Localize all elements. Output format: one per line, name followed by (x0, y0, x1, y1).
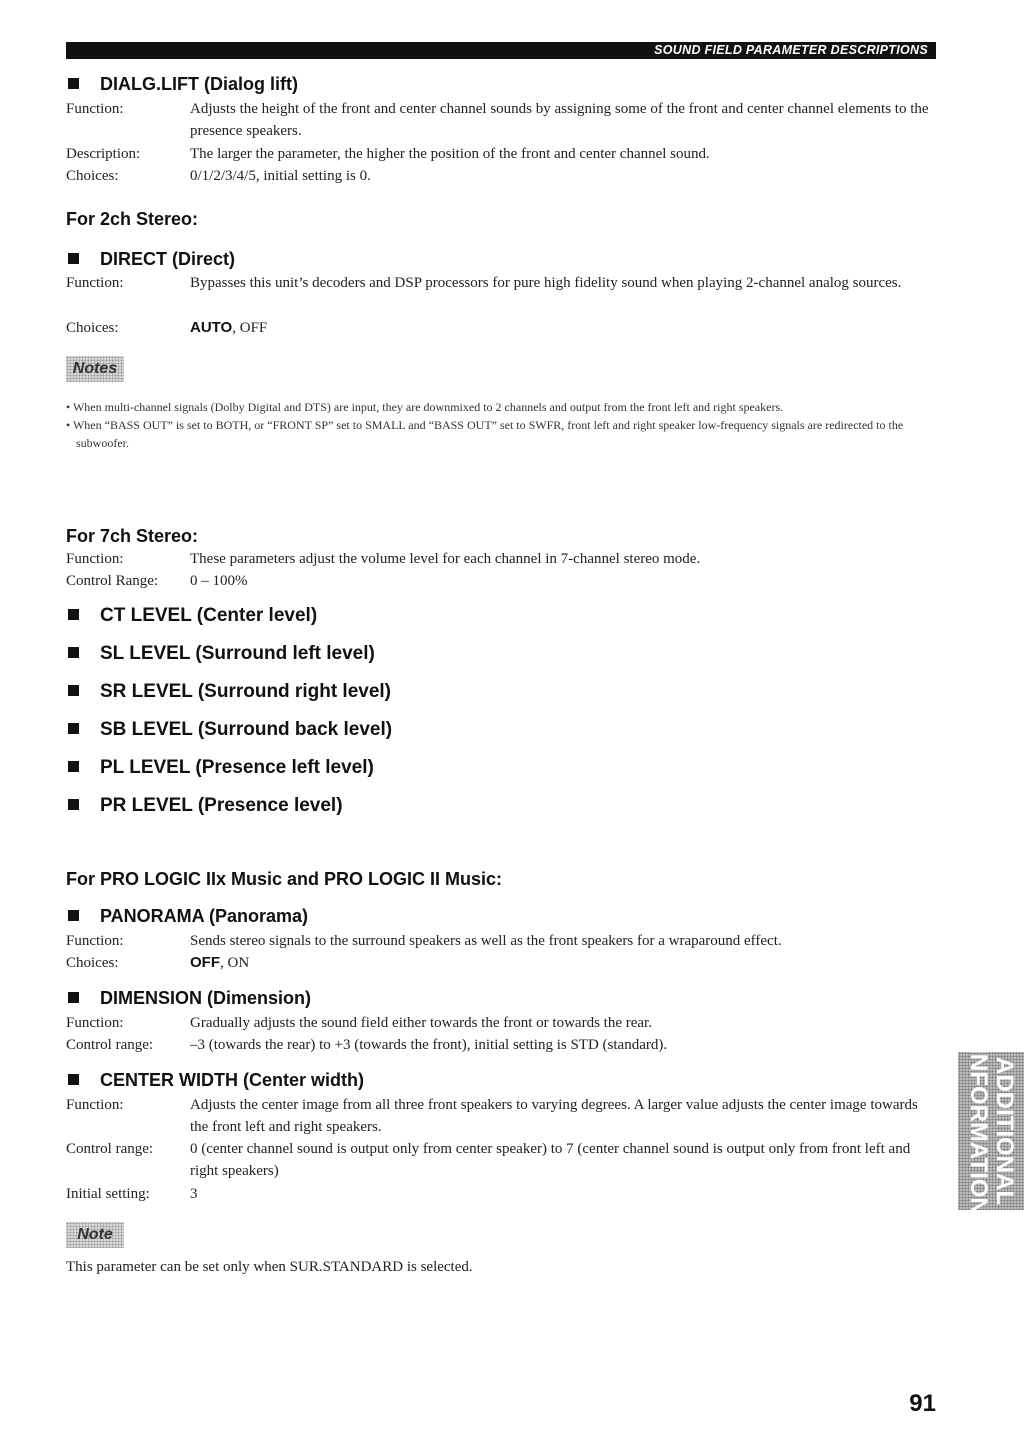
center-width-range-row (66, 1138, 936, 1182)
param-title-panorama: PANORAMA (Panorama) (68, 906, 308, 927)
square-bullet-icon (68, 647, 79, 658)
initial-setting-label: Initial setting: (66, 1186, 150, 1202)
direct-function-row (66, 272, 936, 294)
control-range-label: Control range: (66, 1037, 154, 1053)
square-bullet-icon (68, 761, 79, 772)
control-range-label: Control Range: (66, 573, 159, 589)
panorama-choices-row (66, 952, 936, 974)
square-bullet-icon (68, 609, 79, 620)
param-title-center-width: CENTER WIDTH (Center width) (68, 1070, 364, 1091)
square-bullet-icon (68, 253, 79, 264)
choices-label: Choices: (66, 955, 119, 971)
dialog-lift-choices-row (66, 165, 936, 187)
function-label: Function: (66, 551, 124, 567)
dialog-lift-description-row (66, 143, 936, 165)
function-text: Sends stereo signals to the surround speakers as well as the front speakers for a wraparound effect. (190, 933, 782, 949)
control-range-text: 0 (center channel sound is output only from center speaker) to 7 (center channel sound is output only from front left and right speakers) (190, 1141, 911, 1179)
square-bullet-icon (68, 1074, 79, 1085)
param-title-dimension: DIMENSION (Dimension) (68, 988, 311, 1009)
heading-pro-logic-music: For PRO LOGIC IIx Music and PRO LOGIC II Music: (66, 869, 503, 889)
dimension-range-row (66, 1034, 936, 1056)
center-width-function-row (66, 1094, 936, 1138)
function-text: Bypasses this unit’s decoders and DSP processors for pure high fidelity sound when playing 2-channel analog sources. (190, 275, 902, 291)
note-item: • When “BASS OUT” is set to BOTH, or “FRONT SP” set to SMALL and “BASS OUT” set to SWFR, front left and right speaker low-frequency signals are redirected to the subwoofer. (66, 418, 904, 450)
function-text: Adjusts the center image from all three front speakers to varying degrees. A larger value adjusts the center image towards the front left and right speakers. (190, 1097, 918, 1135)
description-label: Description: (66, 146, 141, 162)
choices-default-value: AUTO (190, 319, 233, 336)
param-title-ct-level: CT LEVEL (Center level) (68, 605, 317, 627)
square-bullet-icon (68, 723, 79, 734)
square-bullet-icon (68, 78, 79, 89)
control-range-text: 0 – 100% (190, 573, 248, 589)
dialog-lift-function-row (66, 98, 936, 142)
heading-7ch-stereo: For 7ch Stereo: (66, 526, 199, 546)
section-header-bar: SOUND FIELD PARAMETER DESCRIPTIONS (66, 42, 936, 59)
choices-label: Choices: (66, 320, 119, 336)
note-tag: Note (66, 1222, 124, 1248)
function-label: Function: (66, 275, 124, 291)
note-item: • When multi-channel signals (Dolby Digital and DTS) are input, they are downmixed to 2 channels and output from the front left and right speakers. (66, 400, 784, 414)
square-bullet-icon (68, 910, 79, 921)
square-bullet-icon (68, 799, 79, 810)
param-title-sl-level: SL LEVEL (Surround left level) (68, 643, 375, 665)
notes-list (66, 398, 936, 452)
function-text: Adjusts the height of the front and center channel sounds by assigning some of the front and center channel elements to the presence speakers. (190, 101, 929, 139)
control-range-label: Control range: (66, 1141, 154, 1157)
side-tab-label: ADDITIONAL INFORMATION (965, 1047, 1018, 1215)
square-bullet-icon (68, 685, 79, 696)
function-label: Function: (66, 1097, 124, 1113)
choices-text: 0/1/2/3/4/5, initial setting is 0. (190, 168, 371, 184)
function-label: Function: (66, 1015, 124, 1031)
notes-tag: Notes (66, 356, 124, 382)
dimension-function-row (66, 1012, 936, 1034)
param-title-sb-level: SB LEVEL (Surround back level) (68, 719, 392, 741)
heading-2ch-stereo: For 2ch Stereo: (66, 209, 199, 229)
function-label: Function: (66, 101, 124, 117)
panorama-function-row (66, 930, 936, 952)
choices-other-values: , OFF (232, 320, 268, 336)
control-range-text: –3 (towards the rear) to +3 (towards the front), initial setting is STD (standard). (190, 1037, 668, 1053)
7ch-function-row (66, 548, 936, 570)
center-width-initial-row (66, 1183, 936, 1205)
7ch-range-row (66, 570, 936, 592)
function-label: Function: (66, 933, 124, 949)
param-title-pr-level: PR LEVEL (Presence level) (68, 795, 343, 817)
additional-information-side-tab (958, 1047, 1024, 1215)
choices-other-values: , ON (220, 955, 250, 971)
param-title-sr-level: SR LEVEL (Surround right level) (68, 681, 391, 703)
note-text: This parameter can be set only when SUR.STANDARD is selected. (66, 1259, 473, 1275)
function-text: Gradually adjusts the sound field either towards the front or towards the rear. (190, 1015, 652, 1031)
choices-label: Choices: (66, 168, 119, 184)
param-title-direct: DIRECT (Direct) (68, 249, 235, 270)
square-bullet-icon (68, 992, 79, 1003)
param-title-pl-level: PL LEVEL (Presence left level) (68, 757, 374, 779)
page-number: 91 (909, 1390, 936, 1417)
choices-default-value: OFF (190, 954, 220, 971)
description-text: The larger the parameter, the higher the position of the front and center channel sound. (190, 146, 710, 162)
initial-setting-value: 3 (190, 1186, 198, 1202)
param-title-dialog-lift: DIALG.LIFT (Dialog lift) (68, 74, 298, 95)
direct-choices-row (66, 317, 936, 339)
function-text: These parameters adjust the volume level for each channel in 7-channel stereo mode. (190, 551, 701, 567)
